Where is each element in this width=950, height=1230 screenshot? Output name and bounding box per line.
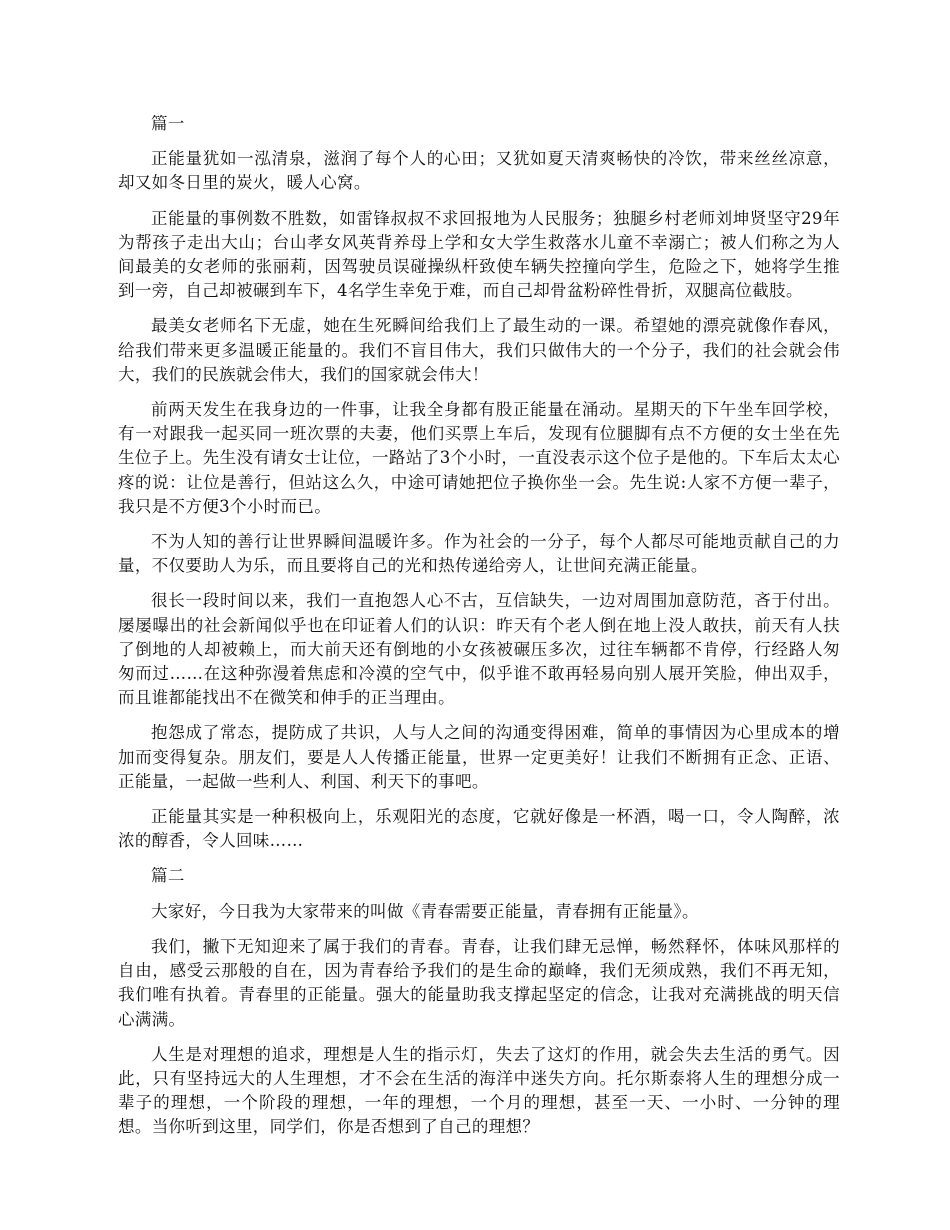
paragraph: 大家好，今日我为大家带来的叫做《青春需要正能量，青春拥有正能量》。 [151,901,699,921]
paragraph: 正能量的事例数不胜数，如雷锋叔叔不求回报地为人民服务；独腿乡村老师刘坤贤坚守29年为帮孩子走出大山；台山孝女风英背养母上学和女大学生救落水儿童不幸溺亡；被人们称之为人间最美的女老师的张丽莉，因驾驶员误碰操纵杆致使车辆失控撞向学生，危险之下，她将学生推到一旁，自己却被碾到车下，4名学生幸免于难，而自己却骨盆粉碎性骨折，双腿高位截肢。 [118,208,840,301]
paragraph: 最美女老师名下无虚，她在生死瞬间给我们上了最生动的一课。希望她的漂亮就像作春风，给我们带来更多温暖正能量的。我们不盲目伟大，我们只做伟大的一个分子，我们的社会就会伟大，我们的民族就会伟大，我们的国家就会伟大！ [118,316,840,384]
paragraph: 很长一段时间以来，我们一直抱怨人心不古，互信缺失，一边对周围加意防范，吝于付出。屡屡曝出的社会新闻似乎也在印证着人们的认识：昨天有个老人倒在地上没人敢扶，前天有人扶了倒地的人却被赖上，而大前天还有倒地的小女孩被碾压多次，过往车辆都不肯停，行经路人匆匆而过……在这种弥漫着焦虑和冷漠的空气中，似乎谁不敢再轻易向别人展开笑脸，伸出双手，而且谁都能找出不在微笑和伸手的正当理由。 [118,591,840,708]
paragraph: 前两天发生在我身边的一件事，让我全身都有股正能量在涌动。星期天的下午坐车回学校，有一对跟我一起买同一班次票的夫妻，他们买票上车后，发现有位腿脚有点不方便的女士坐在先生位子上。先生没有请女士让位，一路站了3个小时，一直没表示这个位子是他的。下车后太太心疼的说：让位是善行，但站这么久，中途可请她把位子换你坐一会。先生说:人家不方便一辈子，我只是不方便3个小时而已。 [118,400,840,516]
section-heading: 篇二 [151,866,185,886]
paragraph: 人生是对理想的追求，理想是人生的指示灯，失去了这灯的作用，就会失去生活的勇气。因此，只有坚持远大的人生理想，才不会在生活的海洋中迷失方向。托尔斯泰将人生的理想分成一辈子的理想，一个阶段的理想，一年的理想，一个月的理想，甚至一天、一小时、一分钟的理想。当你听到这里，同学们，你是否想到了自己的理想？ [118,1044,840,1137]
paragraph: 不为人知的善行让世界瞬间温暖许多。作为社会的一分子，每个人都尽可能地贡献自己的力量，不仅要助人为乐，而且要将自己的光和热传递给旁人，让世间充满正能量。 [118,532,840,576]
paragraph: 抱怨成了常态，提防成了共识，人与人之间的沟通变得困难，简单的事情因为心里成本的增加而变得复杂。朋友们，要是人人传播正能量，世界一定更美好！让我们不断拥有正念、正语、正能量，一起做一些利人、利国、利天下的事吧。 [118,723,840,791]
paragraph: 我们，撇下无知迎来了属于我们的青春。青春，让我们肆无忌惮，畅然释怀，体味风那样的自由，感受云那般的自在，因为青春给予我们的是生命的巅峰，我们无须成熟，我们不再无知，我们唯有执着。青春里的正能量。强大的能量助我支撑起坚定的信念，让我对充满挑战的明天信心满满。 [118,936,840,1029]
paragraph: 正能量其实是一种积极向上，乐观阳光的态度，它就好像是一杯酒，喝一口，令人陶醉，浓浓的醇香，令人回味…… [118,807,840,851]
paragraph: 正能量犹如一泓清泉，滋润了每个人的心田；又犹如夏天清爽畅快的冷饮，带来丝丝凉意，却又如冬日里的炭火，暖人心窝。 [118,149,840,193]
document-page [118,112,840,1151]
section-heading: 篇一 [151,114,185,133]
